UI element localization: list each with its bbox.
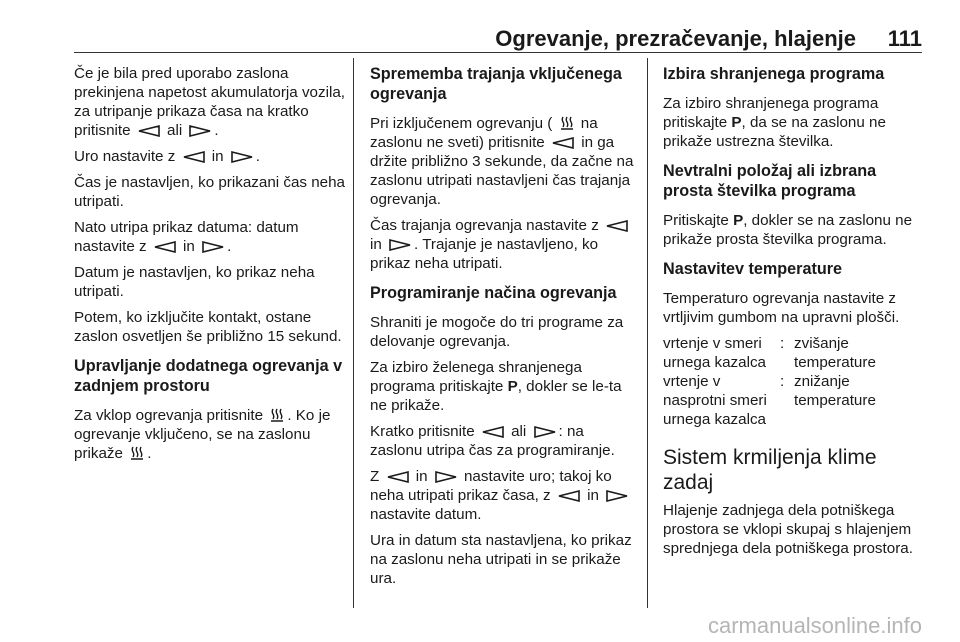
paragraph: Nato utripa prikaz datuma: datum nastavite z in . [74,219,299,255]
paragraph: Kratko pritisnite ali : na zaslonu utripa čas za programiranje. [370,423,615,459]
watermark: carmanualsonline.info [707,613,922,638]
definition-separator: : [780,373,785,390]
triangle-right-icon [202,241,224,253]
definition-description: znižanje temperature [794,373,876,409]
heater-icon [130,446,144,460]
paragraph: Ura in datum sta nastavljena, ko prikaz na zaslonu neha utripati in se prikaže ura. [370,532,632,587]
column-divider-2 [647,58,648,608]
section-heading: Upravljanje dodatnega ogrevanja v zadnjem prostoru [74,357,343,395]
triangle-left-icon [154,241,176,253]
p-button-label: P [731,114,742,131]
paragraph: Pritiskajte P, dokler se na zaslonu ne prikaže prosta številka programa. [663,212,913,248]
column-1 [74,64,346,470]
section-heading: Sprememba trajanja vključenega ogrevanja [370,65,622,103]
section-heading: Izbira shranjenega programa [663,65,885,83]
column-2 [370,64,638,595]
page-header [0,0,960,56]
definition-term: vrtenje v nasprotni smeri urnega kazalca [663,373,767,428]
triangle-left-icon [482,426,504,438]
triangle-right-icon [231,151,253,163]
column-divider-1 [353,58,354,608]
heater-icon [560,116,574,130]
heater-icon [270,408,284,422]
paragraph: Hlajenje zadnjega dela potniškega prostora se vklopi skupaj s hlajenjem sprednjega dela potniškega prostora. [663,502,913,557]
page-title: Ogrevanje, prezračevanje, hlajenje [495,26,856,51]
triangle-right-icon [606,490,628,502]
paragraph: Čas je nastavljen, ko prikazani čas neha utripati. [74,174,345,210]
paragraph: Temperaturo ogrevanja nastavite z vrtljivim gumbom na upravni plošči. [663,290,900,326]
definition-term: vrtenje v smeri urnega kazalca [663,335,767,371]
paragraph: Za vklop ogrevanja pritisnite . Ko je ogrevanje vključeno, se na zaslonu prikaže . [74,407,331,462]
section-heading: Nastavitev temperature [663,260,843,278]
paragraph: Uro nastavite z in . [74,148,261,165]
paragraph: Za izbiro želenega shranjenega programa pritiskajte P, dokler se le-ta ne prikaže. [370,359,622,414]
triangle-left-icon [387,471,409,483]
column-3 [663,64,929,565]
triangle-right-icon [189,125,211,137]
paragraph: Za izbiro shranjenega programa pritiskajte P, da se na zaslonu ne prikaže ustrezna številka. [663,95,886,150]
triangle-right-icon [389,239,411,251]
paragraph: Shraniti je mogoče do tri programe za delovanje ogrevanja. [370,314,624,350]
chapter-heading: Sistem krmiljenja klime zadaj [663,446,877,494]
triangle-left-icon [552,137,574,149]
triangle-left-icon [558,490,580,502]
section-heading: Nevtralni položaj ali izbrana prosta številka programa [663,162,877,200]
paragraph: Z in nastavite uro; takoj ko neha utripati prikaz časa, z in nastavite datum. [370,467,638,524]
paragraph: Potem, ko izključite kontakt, ostane zaslon osvetljen še približno 15 sekund. [74,309,342,345]
paragraph: Pri izključenem ogrevanju ( na zaslonu ne sveti) pritisnite in ga držite približno 3 sekunde, da začne na zaslonu utripati nastavljeni čas trajanja ogrevanja. [370,115,634,208]
definition-description: zvišanje temperature [794,335,876,371]
definition-separator: : [780,335,785,352]
triangle-left-icon [606,220,628,232]
section-heading: Programiranje načina ogrevanja [370,284,617,302]
triangle-left-icon [138,125,160,137]
definition-list [663,334,929,429]
triangle-right-icon [534,426,556,438]
header-divider [74,52,922,53]
page-number: 111 [887,26,922,51]
triangle-left-icon [183,151,205,163]
paragraph: Čas trajanja ogrevanja nastavite z in . Trajanje je nastavljeno, ko prikaz neha utripati. [370,216,638,273]
p-button-label: P [507,378,518,395]
p-button-label: P [733,212,744,229]
paragraph: Datum je nastavljen, ko prikaz neha utripati. [74,264,315,300]
triangle-right-icon [435,471,457,483]
paragraph: Če je bila pred uporabo zaslona prekinjena napetost akumulatorja vozila, za utripanje prikaza časa na kratko pritisnite ali . [74,65,346,139]
